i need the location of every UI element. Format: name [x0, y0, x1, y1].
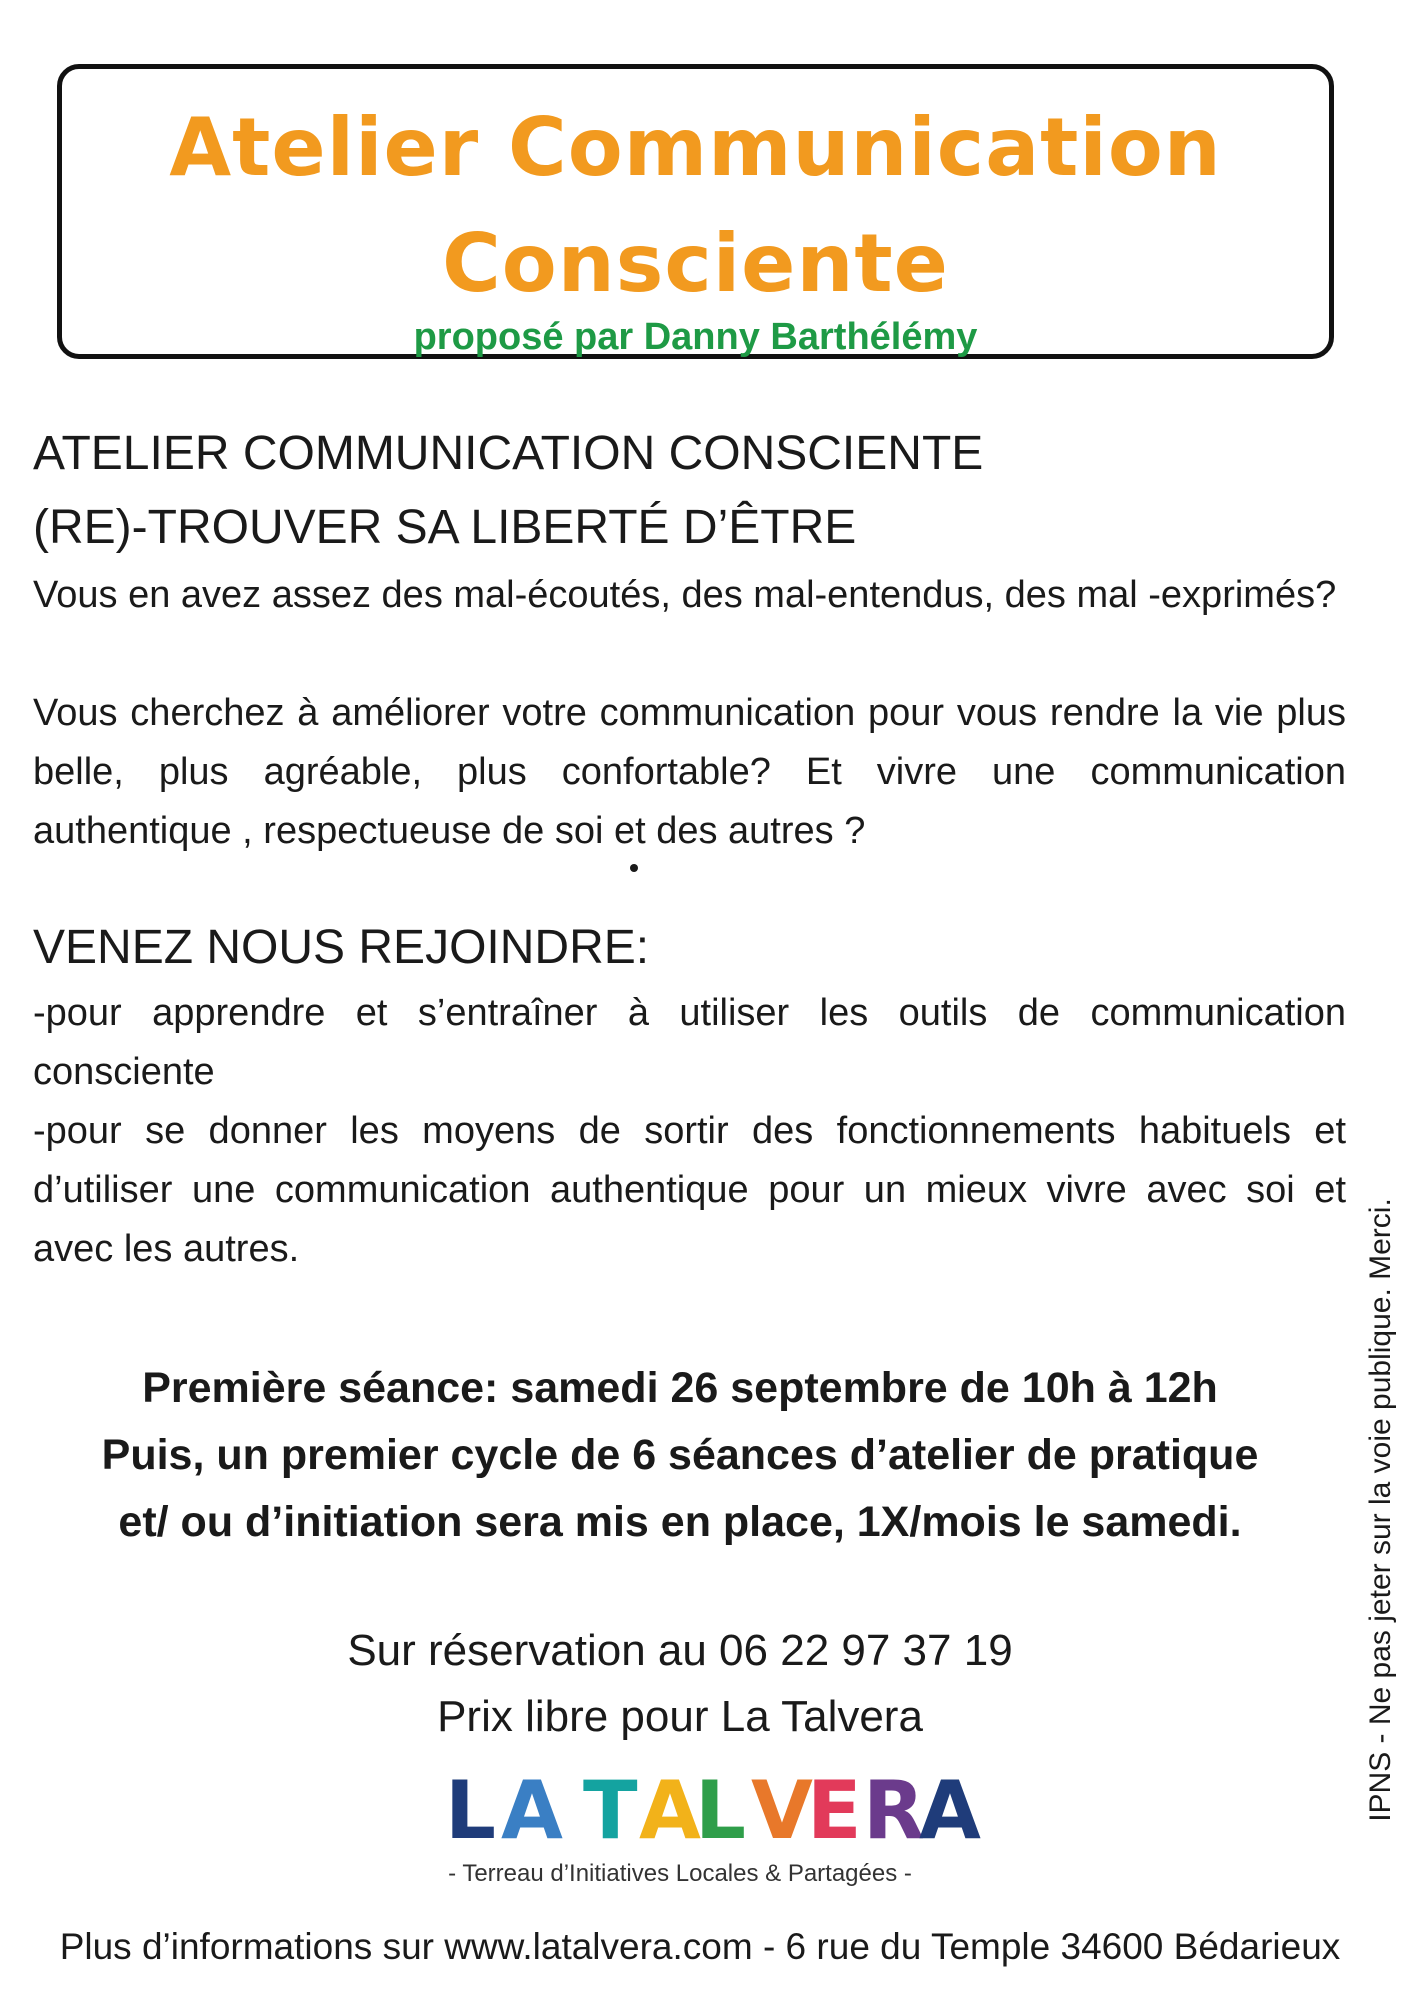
- section1-heading-2: (RE)-TROUVER SA LIBERTÉ D’ÊTRE: [33, 501, 857, 554]
- footer-info: Plus d’informations sur www.latalvera.com - 6 rue du Temple 34600 Bédarieux: [59, 1926, 1341, 1967]
- price-text: Prix libre pour La Talvera: [437, 1692, 923, 1741]
- paragraph-1: Vous en avez assez des mal-écoutés, des mal-entendus, des mal -exprimés?: [33, 574, 1337, 616]
- logo-letter: L: [445, 1764, 496, 1857]
- title-line-2: Consciente: [442, 217, 949, 310]
- list-item-1: -pour apprendre et s’entraîner à utiliser les outils de communication consciente: [33, 992, 1346, 1093]
- side-notice: [1366, 1130, 1396, 1890]
- paragraph-2: Vous cherchez à améliorer votre communication pour vous rendre la vie plus belle, plus agréable, plus confortable? Et vivre une communication authentique , respectueuse de soi et des autres ?: [33, 692, 1346, 852]
- la-talvera-logo: [445, 1762, 981, 1857]
- logo-letter: A: [501, 1764, 563, 1857]
- schedule-line-1: Première séance: samedi 26 septembre de 10h à 12h: [142, 1364, 1218, 1412]
- logo-letter: V: [751, 1764, 813, 1857]
- list-item-2: -pour se donner les moyens de sortir des fonctionnements habituels et d’utiliser une communication authentique pour un mieux vivre avec soi et avec les autres.: [33, 1110, 1346, 1270]
- bullet-dot: [630, 864, 638, 872]
- logo-letter: L: [695, 1764, 746, 1857]
- logo-letter: A: [639, 1764, 701, 1857]
- logo-letter: T: [583, 1764, 638, 1857]
- schedule-line-3: et/ ou d’initiation sera mis en place, 1X/mois le samedi.: [118, 1498, 1242, 1546]
- logo-letter: A: [919, 1764, 981, 1857]
- subtitle: proposé par Danny Barthélémy: [413, 316, 978, 358]
- logo-letter: E: [807, 1764, 862, 1857]
- side-notice-text: IPNS - Ne pas jeter sur la voie publique. Merci.: [1364, 1198, 1397, 1822]
- title-box: [57, 64, 1334, 359]
- schedule-line-2: Puis, un premier cycle de 6 séances d’atelier de pratique: [101, 1431, 1259, 1479]
- title-line-1: Atelier Communication: [169, 101, 1222, 194]
- logo-letter: R: [863, 1764, 925, 1857]
- reservation-text: Sur réservation au 06 22 97 37 19: [347, 1626, 1013, 1675]
- logo-tagline: - Terreau d’Initiatives Locales & Partagées -: [448, 1860, 912, 1887]
- section2-heading: VENEZ NOUS REJOINDRE:: [33, 921, 650, 974]
- section1-heading-1: ATELIER COMMUNICATION CONSCIENTE: [33, 427, 984, 480]
